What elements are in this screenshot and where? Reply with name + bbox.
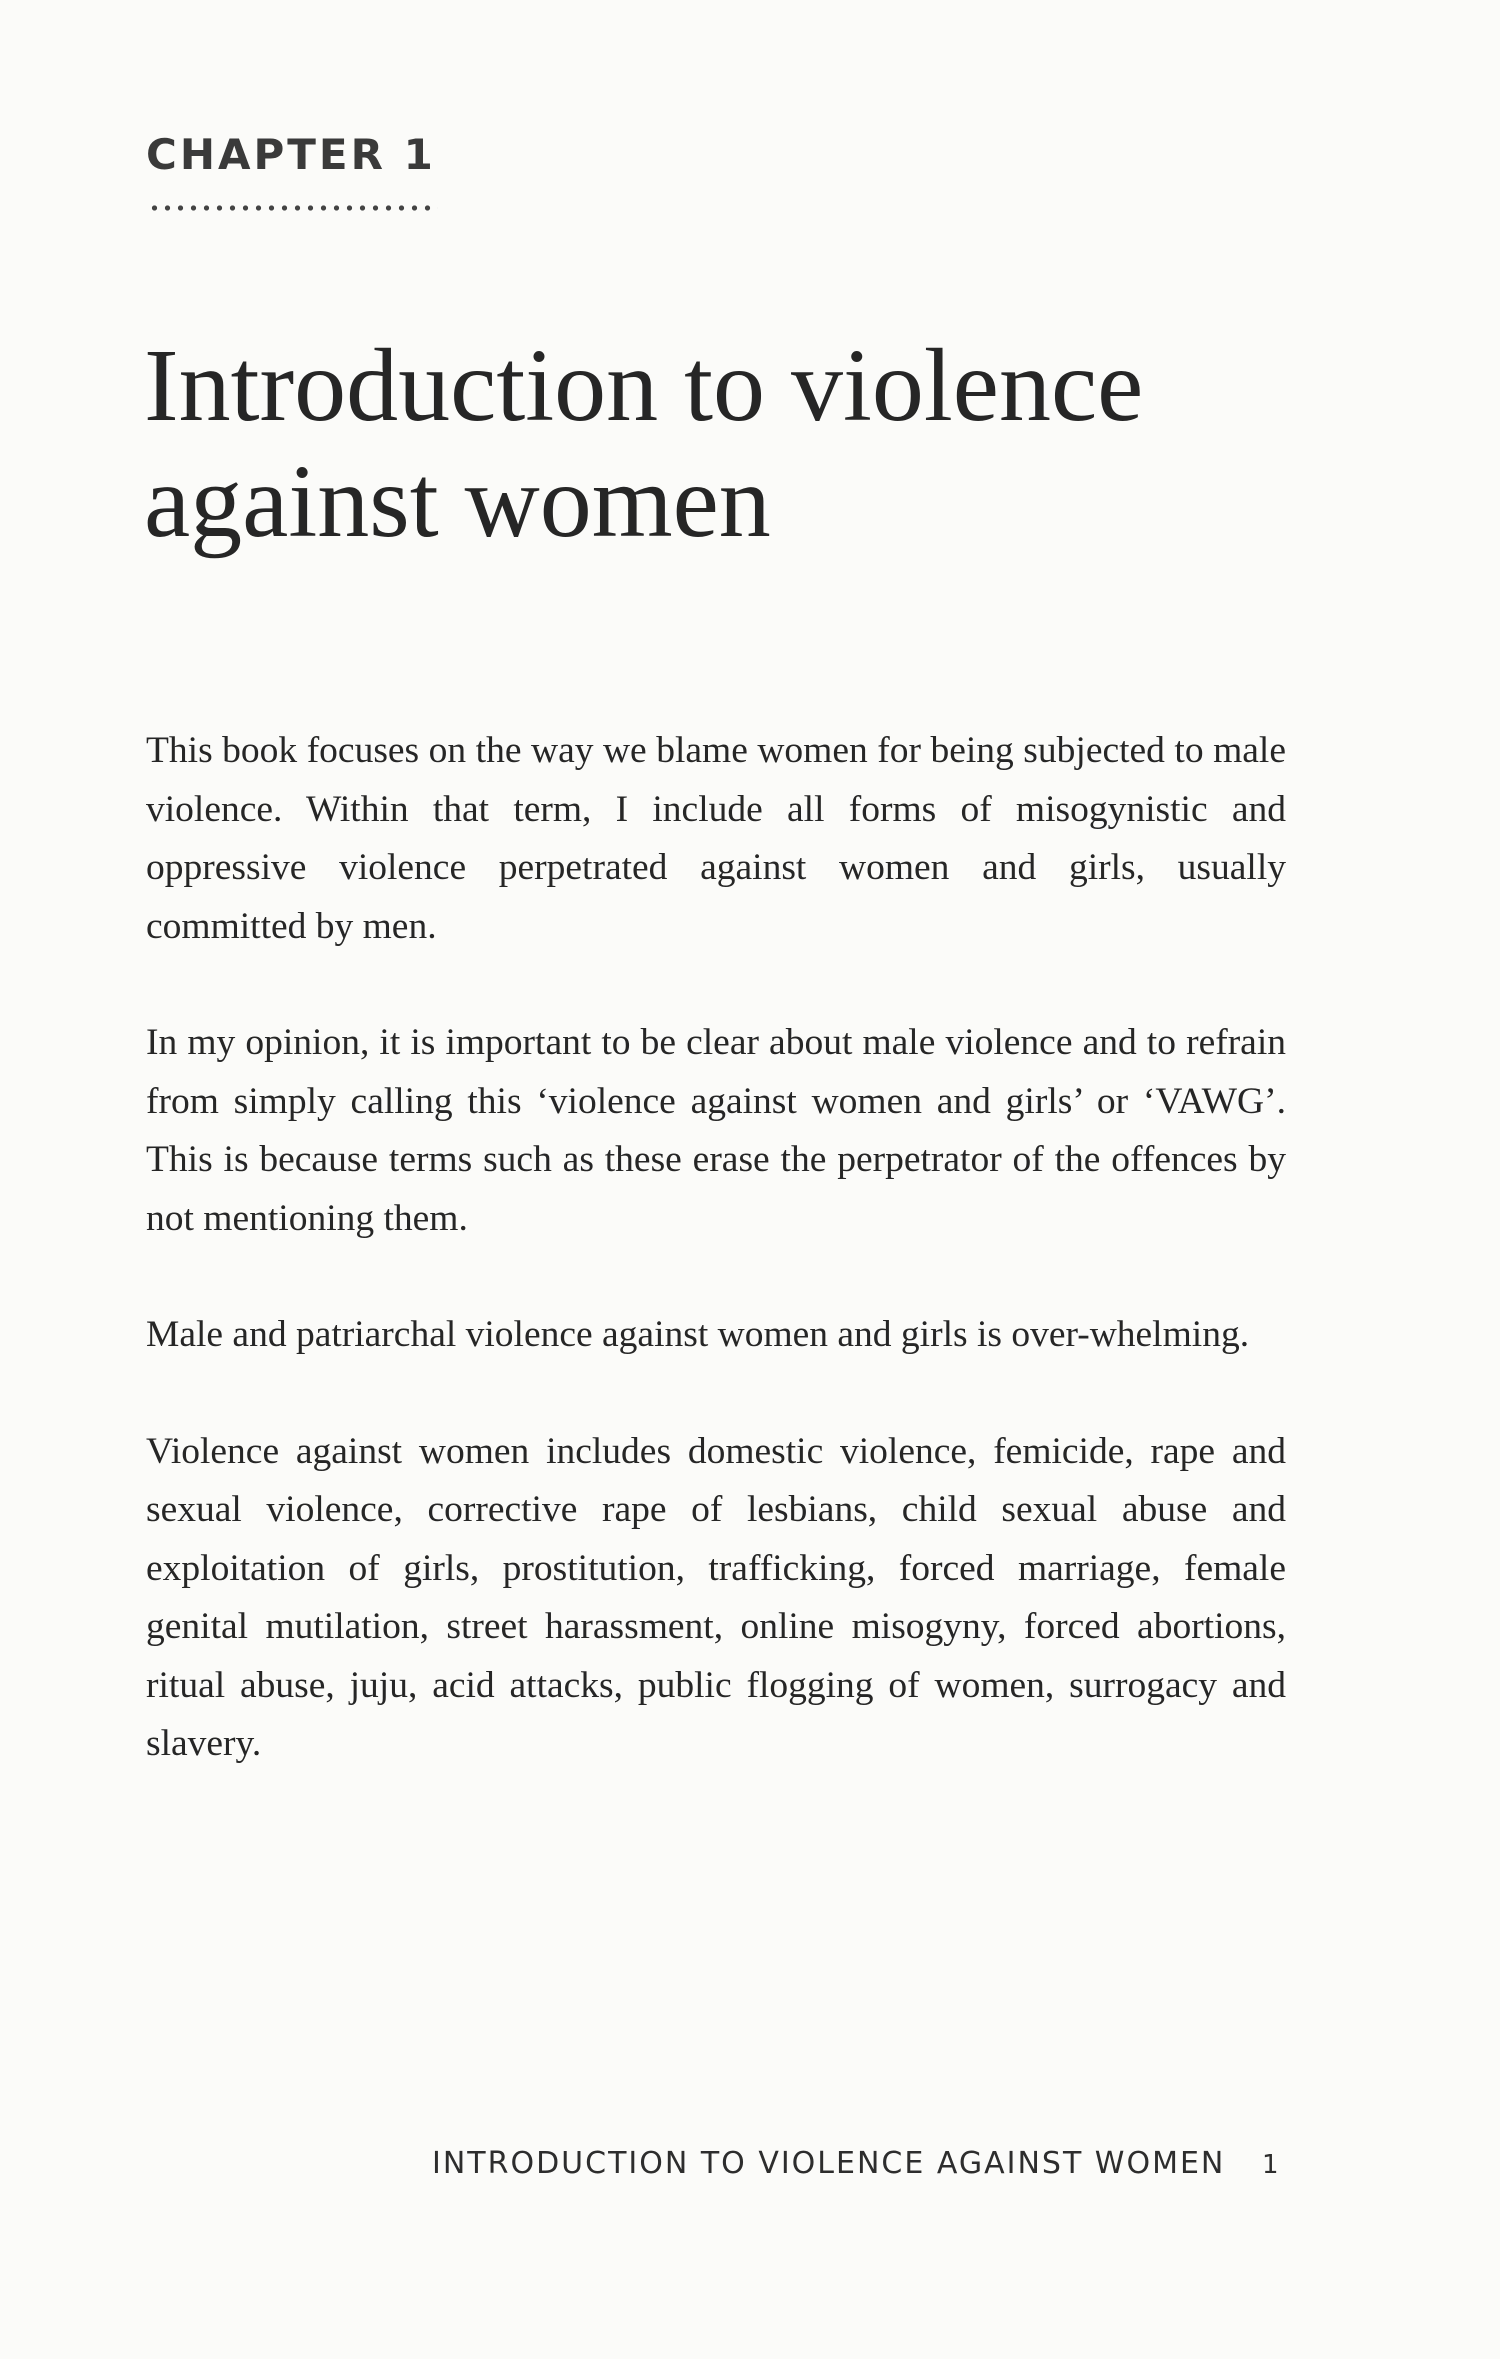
paragraph-2: In my opinion, it is important to be clear about male violence and to refrain from simply calling this ‘violence against women and girls’ or ‘VAWG’. This is because terms such as these erase the perpetrator of the offences by not mentioning them. [146,1022,1286,1239]
chapter-dotted-rule [148,204,438,212]
chapter-title-line-1: Introduction to violence [144,328,1144,443]
chapter-label: CHAPTER 1 [146,130,436,179]
page-number: 1 [1262,2150,1279,2180]
paragraph-1: This book focuses on the way we blame women for being subjected to male violence. Within that term, I include all forms of misogynistic and oppressive violence perpetrated against women and girls, usually committed by men. [146,730,1286,947]
paragraph-3: Male and patriarchal violence against women and girls is over-whelming. [146,1314,1250,1355]
chapter-title [144,328,1294,560]
paragraph-4: Violence against women includes domestic violence, femicide, rape and sexual violence, corrective rape of lesbians, child sexual abuse and exploitation of girls, prostitution, trafficking, forced marriage, female genital mutilation, street harassment, online misogyny, forced abortions, ritual abuse, juju, acid attacks, public flogging of women, surrogacy and slavery. [146,1430,1286,1764]
running-footer: INTRODUCTION TO VIOLENCE AGAINST WOMEN [432,2146,1226,2181]
chapter-title-line-2: against women [144,444,771,559]
body-text [146,722,1286,1832]
